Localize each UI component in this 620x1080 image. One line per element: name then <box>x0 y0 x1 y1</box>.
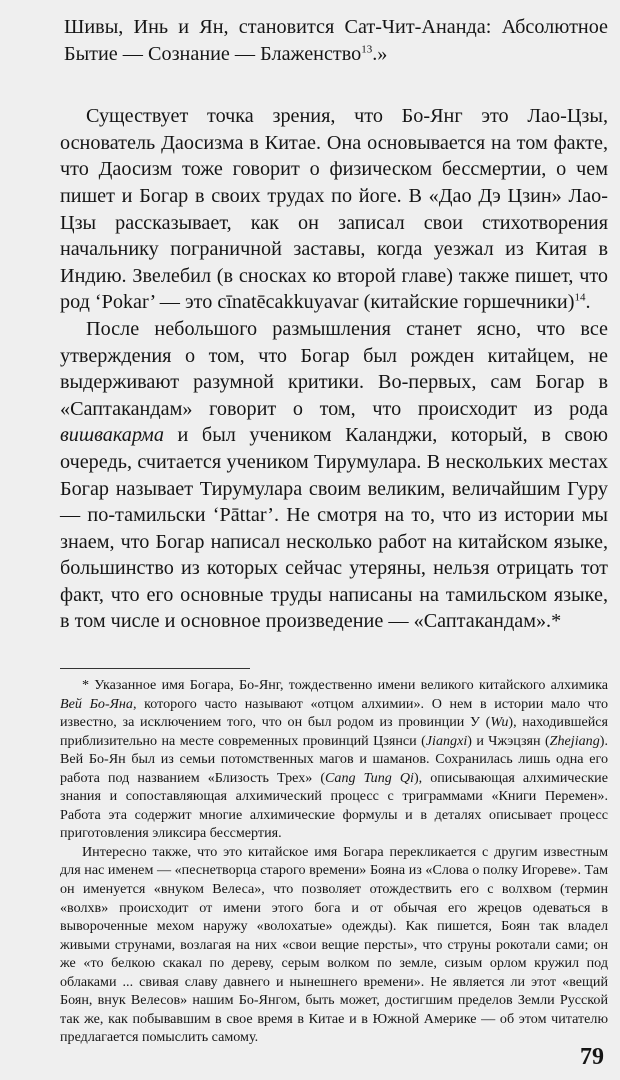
page-number: 79 <box>580 1044 604 1070</box>
footnotes <box>60 676 608 1047</box>
quote-tail: Шивы, Инь и Ян, становится Сат-Чит-Ананда: Абсолютное Бытие — Сознание — Блаженство$^{13}$.» <box>64 16 608 65</box>
paragraph-refutation: После небольшого размышления станет ясно, что все утверждения о том, что Богар был рожден китайцем, не выдерживают разумной критики. Во-первых, сам Богар в «Саптакандам» говорит о том, что происходит из рода вишвакарма и был учеником Каланджи, который, в свою очередь, считается учеником Тирумулара. В нескольких местах Богар называет Тирумулара своим великим, величайшим Гуру — по-тамильски ‘Pāttar’. Не смотря на то, что из истории мы знаем, что Богар написал несколько работ на китайском языке, большинство из которых сейчас утеряны, нельзя отрицать тот факт, что его основные труды написаны на тамильском языке, в том числе и основное произведение — «Саптакандам».* <box>60 317 608 633</box>
main-text <box>60 14 608 635</box>
footnote-wei-bo-yang: * Указанное имя Богара, Бо-Янг, тождественно имени великого китайского алхимика Вей Бо-Яна, которого часто называют «отцом алхимии». О нем в истории мало что известно, за исключением того, что он был родом из провинции У (Wu), находившейся приблизительно на месте современных провинций Цзянси (Jiangxi) и Чжэцзян (Zhejiang). Вей Бо-Ян был из семьи потомственных магов и шаманов. Сохранилась лишь одна его работа под названием «Близость Трех» (Cang Tung Qi), описывающая алхимические знания и сопоставляющая алхимический процесс с триграммами «Книги Перемен». Работа эта содержит многие алхимические формулы и в деталях описывает процесс приготовления эликсира бессмертия. <box>60 677 608 842</box>
footnote-divider <box>60 668 250 669</box>
paragraph-lao-tzu: Существует точка зрения, что Бо-Янг это Лао-Цзы, основатель Даосизма в Китае. Она основывается на том факте, что Даосизм тоже говорит о физическом бессмертии, о чем пишет и Богар в своих трудах по йоге. В «Дао Дэ Цзин» Лао-Цзы рассказывает, как он записал свои стихотворения начальнику пограничной заставы, когда уезжал из Китая в Индию. Звелебил (в сносках ко второй главе) также пишет, что род ‘Pokar’ — это cīnatēcakkuyavar (китайские горшечники)$^{14}$. <box>60 105 608 314</box>
footnote-boyan: Интересно также, что это китайское имя Богара перекликается с другим известным для нас именем — «песнетворца старого времени» Бояна из «Слова о полку Игореве». Там он именуется «внуком Велеса», что позволяет отождествить его с волхвом (термин «волхв» происходит от имени этого бога и от обычая его жрецов одеваться в вывороченные мехом наружу «волохатые» одежды). Как пишется, Боян так владел живыми струнами, возлагая на них «свои вещие персты», что струны рокотали сами; он же «то белкою скакал по дереву, серым волком по земле, сизым орлом кружил под облаками ... свивая славу давнего и нынешнего времени». Не является ли этот «вещий Боян, внук Велесов» нашим Бо-Янгом, быть может, достигшим пределов Земли Русской так же, как побывавшим в свое время в Китае и в Южной Америке — об этом читателю предлагается помыслить самому. <box>60 843 608 1046</box>
